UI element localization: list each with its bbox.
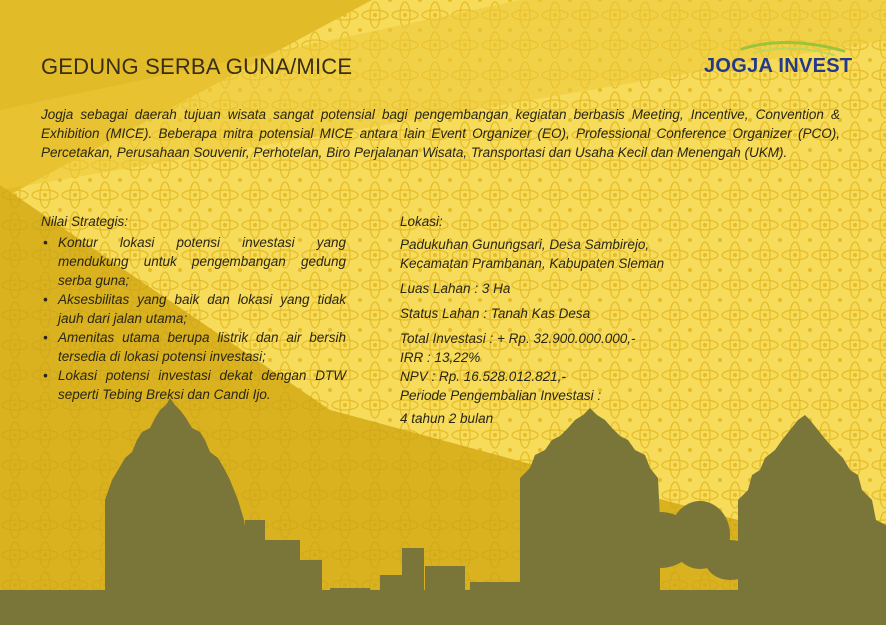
- page-title: GEDUNG SERBA GUNA/MICE: [41, 54, 353, 79]
- jogja-invest-logo: [694, 37, 864, 85]
- location-label: Lokasi:: [400, 214, 443, 229]
- land-status: Status Lahan : Tanah Kas Desa: [400, 306, 591, 321]
- list-item: • Aksesbilitas yang baik dan lokasi yang tidak jauh dari jalan utama;: [41, 290, 346, 328]
- npv-value: NPV : Rp. 16.528.012.821,-: [400, 369, 566, 384]
- strategic-heading: Nilai Strategis:: [41, 214, 129, 229]
- intro-paragraph: Jogja sebagai daerah tujuan wisata sangat potensial bagi pengembangan kegiatan berbasis Meeting, Incentive, Convention & Exhibition (MICE). Beberapa mitra potensial MICE antara lain Event Organizer (EO), Professional Conference Organizer (PCO), Percetakan, Perusahaan Souvenir, Perhotelan, Biro Perjalanan Wisata, Transportasi dan Usaha Kecil dan Menengah (UKM).: [41, 107, 840, 160]
- list-item: • Amenitas utama berupa listrik dan air bersih tersedia di lokasi potensi investasi;: [41, 328, 346, 366]
- strategic-list: [41, 233, 346, 404]
- list-item: • Kontur lokasi potensi investasi yang mendukung untuk pengembangan gedung serba guna;: [41, 233, 346, 290]
- payback-value: 4 tahun 2 bulan: [400, 411, 494, 426]
- list-item: • Lokasi potensi investasi dekat dengan DTW seperti Tebing Breksi dan Candi Ijo.: [41, 366, 346, 404]
- logo-text: JOGJA INVEST: [704, 55, 853, 77]
- total-investment: Total Investasi : + Rp. 32.900.000.000,-: [400, 331, 636, 346]
- investment-info-section: [400, 212, 780, 428]
- location-line-1: Padukuhan Gunungsari, Desa Sambirejo,: [400, 237, 650, 252]
- location-line-2: Kecamatan Prambanan, Kabupaten Sleman: [400, 256, 665, 271]
- strategic-values-section: [41, 212, 346, 404]
- payback-label: Periode Pengembalian Investasi :: [400, 388, 602, 403]
- irr-value: IRR : 13,22%: [400, 350, 481, 365]
- land-area: Luas Lahan : 3 Ha: [400, 281, 511, 296]
